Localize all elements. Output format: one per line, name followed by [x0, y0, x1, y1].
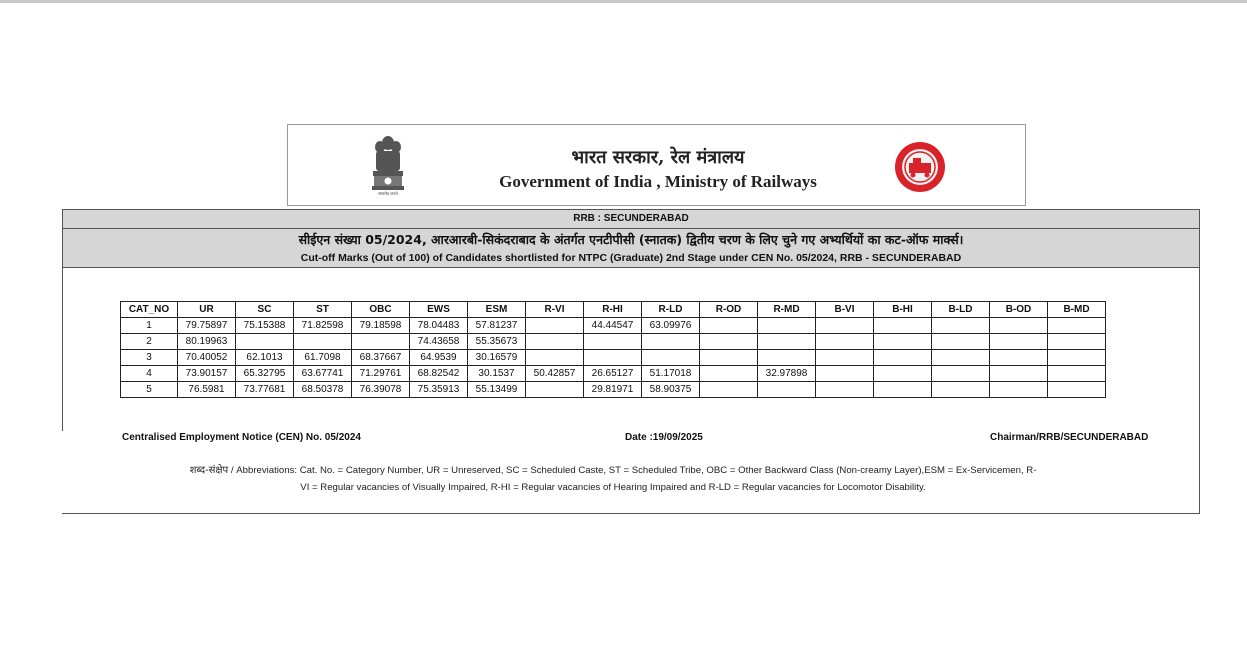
table-cell — [700, 318, 758, 334]
table-cell — [526, 318, 584, 334]
column-header: CAT_NO — [121, 302, 178, 318]
table-cell — [526, 382, 584, 398]
table-cell: 63.09976 — [642, 318, 700, 334]
table-cell — [874, 350, 932, 366]
cen-notice-label: Centralised Employment Notice (CEN) No. 05/2024 — [122, 432, 361, 443]
table-cell — [526, 334, 584, 350]
rrb-title: RRB : SECUNDERABAD — [573, 213, 689, 224]
abbreviations-line-2: VI = Regular vacancies of Visually Impaired, R-HI = Regular vacancies of Hearing Impaired and R-LD = Regular vacancies for Locomotor Disability. — [300, 482, 926, 493]
hindi-title: सीईएन संख्या 05/2024, आरआरबी-सिकंदराबाद के अंतर्गत एनटीपीसी (स्नातक) द्वितीय चरण के लिए चुने गए अभ्यर्थियों का कट-ऑफ मार्क्स। — [298, 232, 964, 247]
table-cell — [816, 350, 874, 366]
table-cell — [816, 382, 874, 398]
cutoff-table — [120, 301, 1106, 398]
table-cell — [1048, 350, 1106, 366]
table-cell: 55.13499 — [468, 382, 526, 398]
table-cell — [294, 334, 352, 350]
table-cell — [932, 350, 990, 366]
table-row — [121, 334, 1106, 350]
english-heading: Government of India , Ministry of Railways — [499, 172, 817, 191]
table-cell: 50.42857 — [526, 366, 584, 382]
table-cell: 63.67741 — [294, 366, 352, 382]
table-cell — [816, 318, 874, 334]
emblem-caption: सत्यमेव जयते — [378, 191, 398, 196]
table-cell — [816, 366, 874, 382]
table-cell — [874, 366, 932, 382]
table-cell — [1048, 334, 1106, 350]
table-row — [121, 350, 1106, 366]
table-cell — [874, 382, 932, 398]
table-cell: 73.77681 — [236, 382, 294, 398]
table-cell: 58.90375 — [642, 382, 700, 398]
column-header: EWS — [410, 302, 468, 318]
table-cell — [642, 334, 700, 350]
table-row — [121, 366, 1106, 382]
table-cell — [584, 334, 642, 350]
table-cell — [758, 350, 816, 366]
column-header: UR — [178, 302, 236, 318]
indian-railways-logo-icon — [894, 141, 946, 193]
table-cell: 71.82598 — [294, 318, 352, 334]
table-cell — [584, 350, 642, 366]
table-cell: 57.81237 — [468, 318, 526, 334]
date-label: Date :19/09/2025 — [625, 432, 703, 443]
column-header: R-HI — [584, 302, 642, 318]
signatory-label: Chairman/RRB/SECUNDERABAD — [990, 432, 1149, 443]
table-cell: 76.5981 — [178, 382, 236, 398]
table-cell: 78.04483 — [410, 318, 468, 334]
table-cell — [874, 318, 932, 334]
table-cell: 29.81971 — [584, 382, 642, 398]
abbreviations-hindi-prefix: शब्द-संक्षेप — [189, 465, 229, 476]
table-cell — [1048, 382, 1106, 398]
table-body — [121, 318, 1106, 398]
table-cell: 79.75897 — [178, 318, 236, 334]
table-cell — [990, 334, 1048, 350]
table-cell: 76.39078 — [352, 382, 410, 398]
letterhead — [287, 124, 1026, 206]
table-cell: 79.18598 — [352, 318, 410, 334]
hindi-heading: भारत सरकार, रेल मंत्रालय — [571, 147, 745, 168]
column-header: R-LD — [642, 302, 700, 318]
column-header: B-VI — [816, 302, 874, 318]
table-cell — [526, 350, 584, 366]
table-cell — [932, 366, 990, 382]
column-header: B-LD — [932, 302, 990, 318]
table-cell — [874, 334, 932, 350]
table-cell — [932, 382, 990, 398]
table-cell — [1048, 318, 1106, 334]
table-cell — [990, 318, 1048, 334]
table-cell: 68.82542 — [410, 366, 468, 382]
abbreviations-note — [118, 462, 1108, 496]
table-cell: 64.9539 — [410, 350, 468, 366]
table-cell — [932, 318, 990, 334]
table-header-row — [121, 302, 1106, 318]
table-cell — [700, 366, 758, 382]
table-cell: 55.35673 — [468, 334, 526, 350]
table-cell: 51.17018 — [642, 366, 700, 382]
table-cell: 44.44547 — [584, 318, 642, 334]
table-cell — [1048, 366, 1106, 382]
abbreviations-line-1: / Abbreviations: Cat. No. = Category Number, UR = Unreserved, SC = Scheduled Caste, ST = Scheduled Tribe, OBC = Other Backward Class (Non-creamy Layer),ESM = Ex-Servicemen, R- — [228, 465, 1037, 476]
table-cell: 5 — [121, 382, 178, 398]
table-cell — [758, 334, 816, 350]
title-band — [62, 209, 1200, 268]
table-cell — [236, 334, 294, 350]
table-cell: 30.1537 — [468, 366, 526, 382]
column-header: B-HI — [874, 302, 932, 318]
table-cell — [352, 334, 410, 350]
table-cell — [758, 318, 816, 334]
column-header: R-MD — [758, 302, 816, 318]
table-cell — [932, 334, 990, 350]
table-cell — [990, 366, 1048, 382]
band-divider — [63, 228, 1199, 229]
table-cell — [700, 334, 758, 350]
table-cell: 61.7098 — [294, 350, 352, 366]
column-header: R-VI — [526, 302, 584, 318]
table-cell: 68.50378 — [294, 382, 352, 398]
table-cell: 62.1013 — [236, 350, 294, 366]
table-row — [121, 318, 1106, 334]
table-cell: 68.37667 — [352, 350, 410, 366]
table-cell: 1 — [121, 318, 178, 334]
table-cell: 65.32795 — [236, 366, 294, 382]
column-header: SC — [236, 302, 294, 318]
table-cell: 3 — [121, 350, 178, 366]
top-edge — [0, 0, 1247, 3]
table-cell: 32.97898 — [758, 366, 816, 382]
column-header: OBC — [352, 302, 410, 318]
table-cell — [816, 334, 874, 350]
table-cell — [642, 350, 700, 366]
table-cell: 80.19963 — [178, 334, 236, 350]
table-cell: 26.65127 — [584, 366, 642, 382]
table-cell: 73.90157 — [178, 366, 236, 382]
table-cell — [700, 382, 758, 398]
column-header: B-OD — [990, 302, 1048, 318]
table-row — [121, 382, 1106, 398]
table-cell: 74.43658 — [410, 334, 468, 350]
table-cell: 4 — [121, 366, 178, 382]
table-cell: 75.15388 — [236, 318, 294, 334]
table-cell — [990, 350, 1048, 366]
column-header: R-OD — [700, 302, 758, 318]
table-cell — [758, 382, 816, 398]
column-header: B-MD — [1048, 302, 1106, 318]
table-cell: 75.35913 — [410, 382, 468, 398]
table-cell — [700, 350, 758, 366]
table-cell: 2 — [121, 334, 178, 350]
table-cell: 71.29761 — [352, 366, 410, 382]
table-cell: 30.16579 — [468, 350, 526, 366]
column-header: ESM — [468, 302, 526, 318]
table-cell — [990, 382, 1048, 398]
column-header: ST — [294, 302, 352, 318]
english-title: Cut-off Marks (Out of 100) of Candidates shortlisted for NTPC (Graduate) 2nd Stage under CEN No. 05/2024, RRB - SECUNDERABAD — [300, 252, 962, 264]
table-cell: 70.40052 — [178, 350, 236, 366]
